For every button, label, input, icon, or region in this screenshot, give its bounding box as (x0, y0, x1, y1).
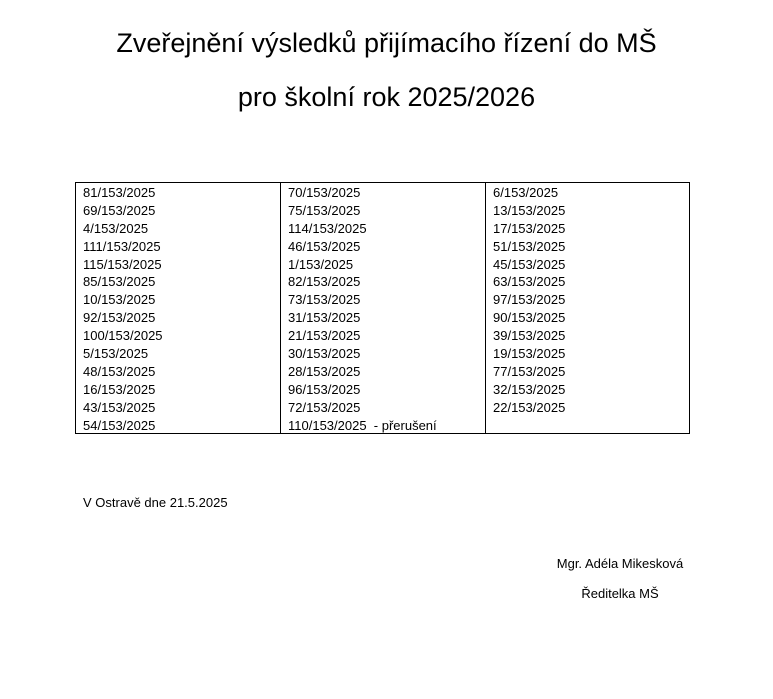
registration-number: 114/153/2025 (288, 220, 367, 236)
registration-number: 43/153/2025 (83, 399, 156, 415)
registration-number: 5/153/2025 (83, 346, 149, 362)
registration-number: 115/153/2025 (83, 256, 162, 272)
results-column-3 (485, 183, 689, 433)
registration-number: 63/153/2025 (493, 274, 566, 290)
interruption-note: - přerušení (366, 417, 437, 433)
registration-number: 70/153/2025 (288, 185, 361, 200)
registration-number: 100/153/2025 (83, 328, 163, 344)
registration-number: 4/153/2025 (83, 220, 149, 236)
registration-number: 72/153/2025 (288, 399, 361, 415)
registration-number: 32/153/2025 (493, 381, 566, 397)
place-and-date: V Ostravě dne 21.5.2025 (83, 495, 228, 510)
registration-number: 92/153/2025 (83, 310, 156, 326)
signatory-name: Mgr. Adéla Mikesková (556, 556, 684, 571)
registration-number: 97/153/2025 (493, 292, 566, 308)
registration-number: 110/153/2025 (288, 417, 367, 433)
registration-number: 54/153/2025 (83, 417, 156, 433)
registration-number: 48/153/2025 (83, 363, 156, 379)
registration-number: 17/153/2025 (493, 220, 566, 236)
registration-number: 16/153/2025 (83, 381, 156, 397)
registration-number: 10/153/2025 (83, 292, 156, 308)
registration-number: 21/153/2025 (288, 328, 361, 344)
registration-number: 81/153/2025 (83, 185, 156, 200)
registration-number-interrupted (288, 417, 485, 435)
registration-number: 85/153/2025 (83, 274, 156, 290)
document-title-line2: pro školní rok 2025/2026 (237, 82, 536, 112)
registration-number: 73/153/2025 (288, 292, 361, 308)
registration-number: 82/153/2025 (288, 274, 361, 290)
registration-number: 75/153/2025 (288, 202, 361, 218)
registration-number: 1/153/2025 (288, 256, 354, 272)
registration-number: 96/153/2025 (288, 381, 361, 397)
registration-number: 6/153/2025 (493, 185, 559, 200)
registration-number: 22/153/2025 (493, 399, 566, 415)
registration-number: 111/153/2025 (83, 238, 161, 254)
registration-number: 45/153/2025 (493, 256, 566, 272)
results-column-2 (280, 183, 485, 433)
registration-number: 46/153/2025 (288, 238, 361, 254)
registration-number: 90/153/2025 (493, 310, 566, 326)
registration-number: 13/153/2025 (493, 202, 566, 218)
registration-number: 19/153/2025 (493, 346, 566, 362)
results-column-1 (76, 183, 280, 433)
registration-number: 69/153/2025 (83, 202, 156, 218)
registration-number: 30/153/2025 (288, 346, 361, 362)
registration-number: 39/153/2025 (493, 328, 566, 344)
registration-number: 77/153/2025 (493, 363, 566, 379)
results-table (75, 182, 690, 434)
registration-number: 28/153/2025 (288, 363, 361, 379)
registration-number: 31/153/2025 (288, 310, 361, 326)
signatory-role: Ředitelka MŠ (581, 586, 659, 601)
registration-number: 51/153/2025 (493, 238, 566, 254)
document-title-line1: Zveřejnění výsledků přijímacího řízení do MŠ (116, 28, 657, 58)
